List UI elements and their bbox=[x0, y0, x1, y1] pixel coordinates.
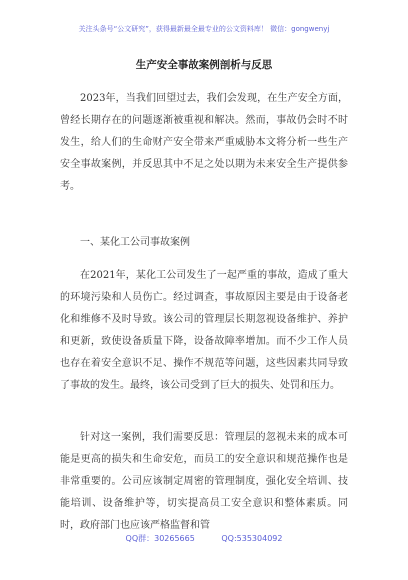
section-heading: 一、某化工公司事故案例 bbox=[80, 237, 190, 248]
document-title: 生产安全事故案例剖析与反思 bbox=[135, 59, 273, 71]
header-banner: 关注头条号“公文研究”，获得最新最全最专业的公文资料库！ 微信：gongwenyj bbox=[78, 25, 330, 33]
footer-qq-group: QQ群：30265665 bbox=[125, 534, 195, 543]
footer-contact bbox=[0, 533, 408, 544]
footer-qq: QQ:535304092 bbox=[221, 534, 283, 543]
reflection-paragraph: 针对这一案例，我们需要反思：管理层的忽视未来的成本可能是更高的损失和生命安危，而员工的安全意识和规范操作也是非常重要的。公司应该制定周密的管理制度，强化安全培训、技能培训、设备维护等，切实提高员工安全意识和整体素质。同时，政府部门也应该严格监督和管 bbox=[60, 432, 348, 531]
intro-paragraph: 2023年，当我们回望过去，我们会发现，在生产安全方面，曾经长期存在的问题逐渐被重视和解决。然而，事故仍会时不时发生，给人们的生命财产安全带来严重威胁本文将分析一些生产安全事故案例，并反思其中不足之处以期为未来安全生产提供参考。 bbox=[60, 93, 348, 192]
case-paragraph: 在2021年，某化工公司发生了一起严重的事故，造成了重大的环境污染和人员伤亡。经过调查，事故原因主要是由于设备老化和维修不及时导致。该公司的管理层长期忽视设备维护、养护和更新，致使设备质量下降，设备故障率增加。而不少工作人员也存在着安全意识不足、操作不规范等问题，这些因素共同导致了事故的发生。最终，该公司受到了巨大的损失、处罚和压力。 bbox=[60, 270, 348, 391]
